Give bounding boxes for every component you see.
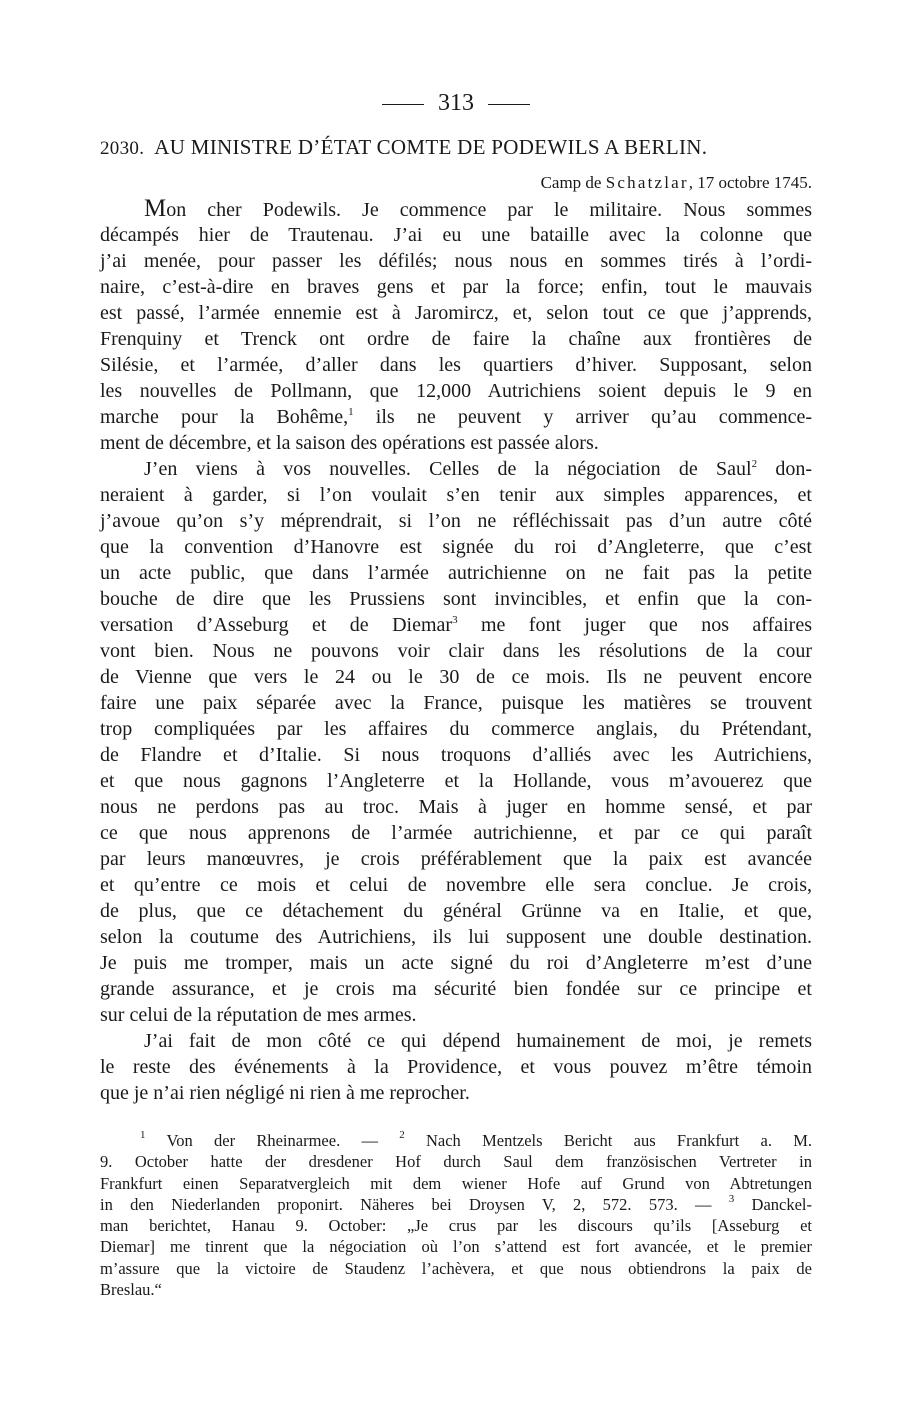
footnotes [100,1130,812,1300]
body-line [100,300,812,326]
body-line [100,898,812,924]
footnote-text: Breslau.“ [100,1280,162,1300]
body-line [100,534,812,560]
footnote-text: Frankfurt einen Separatvergleich mit dem wiener Hofe auf Grund von Abtretungen [100,1173,812,1193]
drop-capital: M [144,195,167,222]
body-line-text: vont bien. Nous ne pouvons voir clair dans les résolutions de la cour [100,640,812,662]
footnote-text: in den Niederlanden proponirt. Näheres bei Droysen V, 2, 572. 573. — [100,1194,729,1214]
body-line [100,222,812,248]
footnote-line [100,1194,812,1215]
place-prefix: Camp de [540,173,606,192]
body-line-text: faire une paix séparée avec la France, puisque les matières se trouvent [100,692,812,714]
body-line [100,1080,812,1106]
body-line-text: ce que nous apprenons de l’armée autrichienne, et par ce qui paraît [100,822,812,844]
body-line-text: versation d’Asseburg et de Diemar [100,614,453,636]
body-line-text-continued: ils ne peuvent y arriver qu’au commence- [353,406,812,428]
body-line-text: de Flandre et d’Italie. Si nous troquons d’alliés avec les Autrichiens, [100,744,812,766]
body-line [100,352,812,378]
body-line [100,612,812,638]
letter-title: AU MINISTRE D’ÉTAT COMTE DE PODEWILS A BERLIN. [154,135,708,159]
body-line [100,872,812,898]
header-rule-right [488,104,530,106]
body-line-text: que la convention d’Hanovre est signée du roi d’Angleterre, que c’est [100,536,812,558]
body-line [100,326,812,352]
body-line-text: un acte public, que dans l’armée autrichienne on ne fait pas la petite [100,562,812,584]
footnote-marker: 3 [452,614,458,626]
footnote-line [100,1151,812,1172]
body-line-text: ment de décembre, et la saison des opérations est passée alors. [100,432,599,454]
body-line-text: de plus, que ce détachement du général Grünne va en Italie, et que, [100,900,812,922]
place-date-line [541,171,812,195]
body-line [100,248,812,274]
body-line [100,950,812,976]
body-line [100,430,812,456]
body-line [100,690,812,716]
body-line [100,274,812,300]
footnote-line [100,1279,812,1300]
body-line-text: J’en viens à vos nouvelles. Celles de la négociation de Saul [144,458,752,480]
body-line-text: les nouvelles de Pollmann, que 12,000 Autrichiens soient depuis le 9 en [100,380,812,402]
footnote-text: 9. October hatte der dresdener Hof durch Saul dem französischen Vertreter in [100,1152,812,1172]
footnote-text: m’assure que la victoire de Staudenz l’achèvera, et que nous obtiendrons la paix de [100,1258,812,1278]
body-line-text: neraient à garder, si l’on voulait s’en tenir aux simples apparences, et [100,484,812,506]
body-line-text: et qu’entre ce mois et celui de novembre elle sera conclue. Je crois, [100,874,812,896]
body-line [100,482,812,508]
footnote-text: Von der Rheinarmee. — [166,1131,400,1150]
body-line-text-continued: don- [757,458,812,480]
body-line [100,768,812,794]
body-line [100,820,812,846]
footnote-text: man berichtet, Hanau 9. October: „Je crus par les discours qu’ils [Asseburg et [100,1216,812,1236]
body-line [100,508,812,534]
body-line-text: J’ai fait de mon côté ce qui dépend humainement de moi, je remets [144,1030,812,1052]
footnote-line [100,1258,812,1279]
body-line [100,586,812,612]
footnote-line [100,1130,812,1151]
page-number: 313 [438,90,474,116]
body-line-text: et que nous gagnons l’Angleterre et la Hollande, vous m’avouerez que [100,770,812,792]
footnote-number: 2 [399,1129,405,1141]
footnote-line [100,1236,812,1257]
footnote-marker: 1 [348,406,354,418]
body-line [100,742,812,768]
footnote-line [100,1215,812,1236]
body-line-text: par leurs manœuvres, je crois préférablement que la paix est avancée [100,848,812,870]
footnote-text-continued: Nach Mentzels Bericht aus Frankfurt a. M. [404,1131,813,1150]
body-line [100,1028,812,1054]
body-line-text: nous ne perdons pas au troc. Mais à juger en homme sensé, et par [100,796,812,818]
body-line-text-continued: me font juger que nos affaires [457,614,812,636]
letter-body [100,196,812,1106]
body-line-text: marche pour la Bohême, [100,406,349,428]
footnote-line [100,1173,812,1194]
body-line-text: selon la coutume des Autrichiens, ils lui supposent une double destination. [100,926,812,948]
body-line [100,456,812,482]
body-line-text: sur celui de la réputation de mes armes. [100,1004,417,1026]
body-line-text: trop compliquées par les affaires du commerce anglais, du Prétendant, [100,718,812,740]
body-line-text: de Vienne que vers le 24 ou le 30 de ce mois. Ils ne peuvent encore [100,666,812,688]
body-line [100,976,812,1002]
body-line-text: grande assurance, et je crois ma sécurité bien fondée sur ce principe et [100,978,812,1000]
body-line-text: Silésie, et l’armée, d’aller dans les quartiers d’hiver. Supposant, selon [100,354,812,376]
header-rule-left [382,104,424,106]
body-line-text: que je n’ai rien négligé ni rien à me reprocher. [100,1082,470,1104]
body-line-text: est passé, l’armée ennemie est à Jaromircz, et, selon tout ce que j’apprends, [100,302,812,324]
footnote-marker: 2 [751,458,758,470]
body-line [100,1002,812,1028]
body-line-text: le reste des événements à la Providence, et vous pouvez m’être témoin [100,1056,812,1078]
body-line [100,638,812,664]
letter-number: 2030. [100,138,145,159]
body-line [100,196,812,222]
footnote-number: 3 [728,1192,735,1205]
body-line [100,378,812,404]
page-header [100,88,812,118]
body-line [100,664,812,690]
body-line [100,560,812,586]
body-line-text: j’ai menée, pour passer les défilés; nous nous en sommes tirés à l’ordi- [100,250,812,272]
body-line-text: Je puis me tromper, mais un acte signé du roi d’Angleterre m’est d’une [100,952,812,974]
letter-date: , 17 octobre 1745. [688,173,812,192]
body-line [100,846,812,872]
body-line [100,404,812,430]
body-line [100,924,812,950]
body-line-text: j’avoue qu’on s’y méprendrait, si l’on ne réfléchissait pas d’un autre côté [100,510,812,532]
body-line-text: décampés hier de Trautenau. J’ai eu une bataille avec la colonne que [100,224,812,246]
footnote-number: 1 [140,1129,146,1141]
body-line-text: naire, c’est-à-dire en braves gens et par la force; enfin, tout le mauvais [100,276,812,298]
body-line [100,1054,812,1080]
footnote-text: Diemar] me tinrent que la négociation où l’on s’attend est fort avancée, et le premier [100,1237,812,1257]
letter-heading [100,133,812,163]
footnote-text-continued: Danckel- [734,1194,813,1214]
body-line-text: on cher Podewils. Je commence par le militaire. Nous sommes [166,199,812,221]
place-name: Schatzlar [605,173,689,192]
body-line [100,716,812,742]
body-line-text: bouche de dire que les Prussiens sont invincibles, et enfin que la con- [100,588,812,610]
body-line-text: Frenquiny et Trenck ont ordre de faire la chaîne aux frontières de [100,328,812,350]
body-line [100,794,812,820]
